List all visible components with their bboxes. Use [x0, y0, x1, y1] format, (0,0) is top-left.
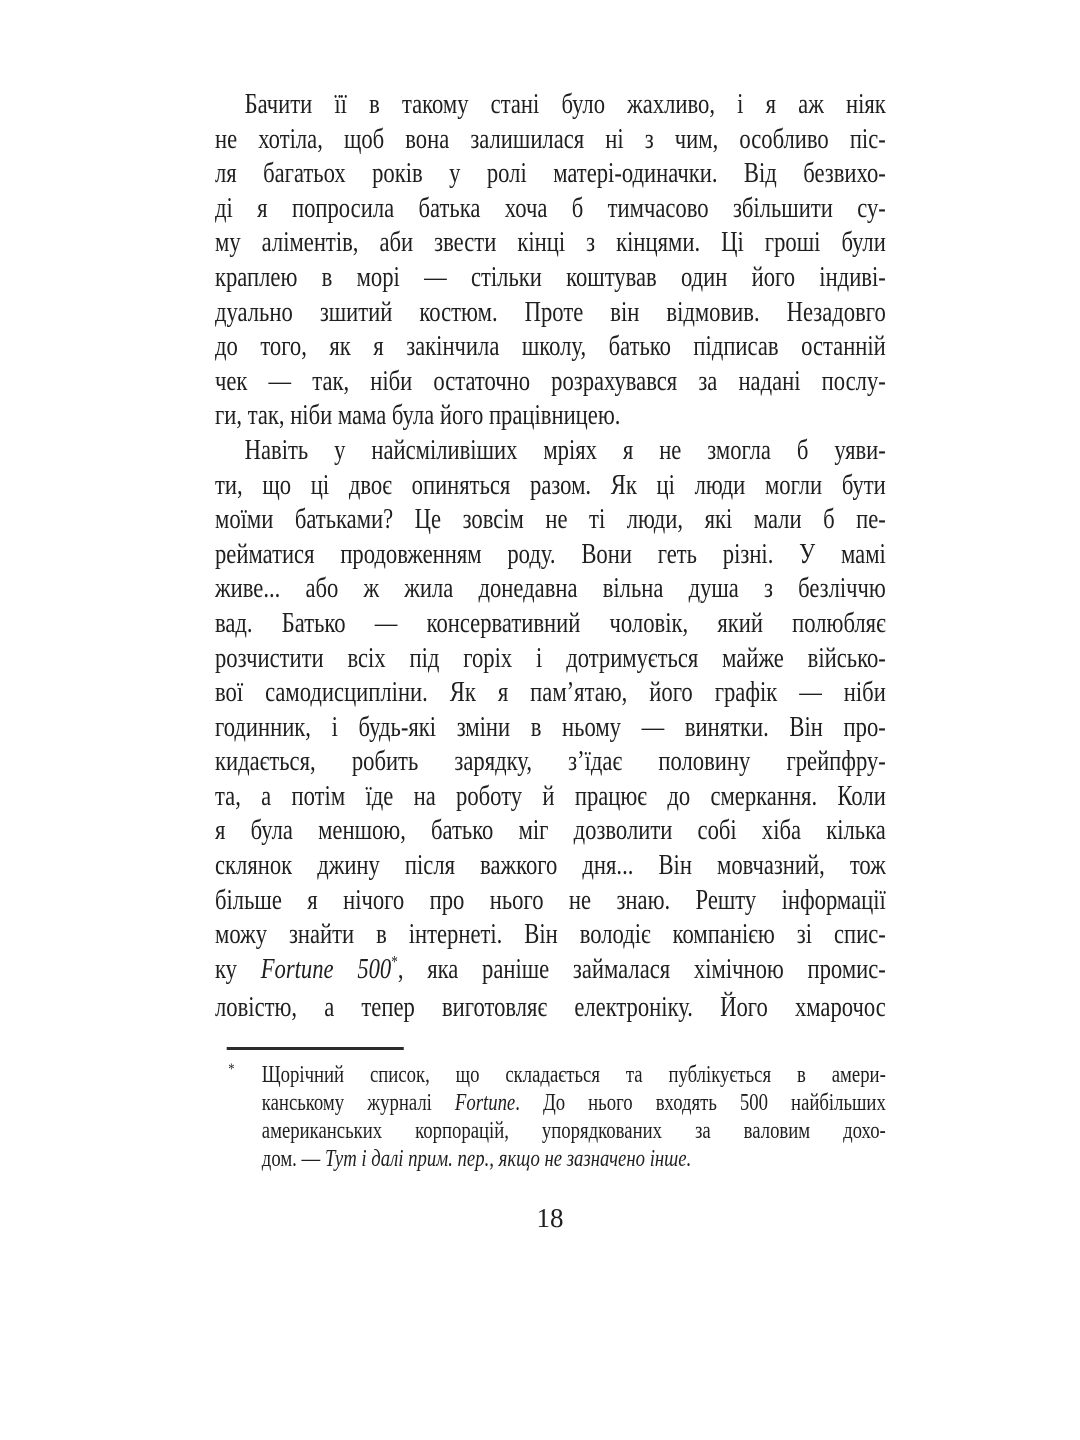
text-segment: ля багатьох років у ролі матері-одиначки. Від безвихо- — [215, 157, 886, 190]
text-line — [215, 364, 886, 399]
text-line — [215, 883, 886, 918]
text-line — [215, 433, 886, 468]
text-segment: живе... або ж жила донедавна вільна душа з безліччю — [215, 572, 886, 605]
footnote-text — [262, 1061, 886, 1173]
text-segment: му аліментів, аби звести кінці з кінцями. Ці гроші були — [215, 226, 886, 259]
text-segment: більше я нічого про нього не знаю. Решту інформації — [215, 883, 886, 916]
text-segment: ку — [215, 952, 261, 985]
footnote-marker: * — [228, 1061, 235, 1079]
text-segment: американських корпорацій, упорядкованих за валовим дохо- — [261, 1118, 886, 1145]
text-line — [215, 191, 886, 226]
text-segment: дуально зшитий костюм. Проте він відмовив. Незадовго — [215, 295, 886, 328]
text-segment: Бачити її в такому стані було жахливо, і я аж ніяк — [244, 88, 886, 120]
footnote — [215, 1061, 886, 1173]
text-segment: Тут і далі прим. пер., якщо не зазначено інше. — [324, 1146, 692, 1173]
text-segment: чек — так, ніби остаточно розрахувався за надані послу- — [215, 364, 886, 397]
text-segment: ді я попросила батька хоча б тимчасово збільшити су- — [215, 191, 886, 224]
text-segment: та, а потім їде на роботу й працює до смеркання. Коли — [215, 779, 886, 812]
text-segment: до того, як я закінчила школу, батько підписав останній — [215, 330, 886, 363]
text-line — [215, 398, 886, 433]
text-segment: рейматися продовженням роду. Вони геть різні. У мамі — [215, 537, 886, 570]
text-line — [215, 260, 886, 295]
body-paragraph-1 — [215, 87, 886, 433]
text-line — [215, 641, 886, 676]
page-number: 18 — [536, 1203, 564, 1233]
text-line — [262, 1117, 886, 1145]
text-segment: краплею в морі — стільки коштував один його індиві- — [215, 260, 886, 293]
text-line — [215, 710, 886, 745]
text-line — [215, 917, 886, 952]
text-segment: не хотіла, щоб вона залишилася ні з чим, особливо піс- — [215, 122, 886, 155]
text-segment: можу знайти в інтернеті. Він володіє компанією зі спис- — [215, 918, 886, 951]
text-segment: ги, так, ніби мама була його працівницею. — [215, 399, 621, 432]
text-line — [215, 87, 886, 122]
text-segment: ловістю, а тепер виготовляє електроніку. Його хмарочос — [215, 991, 886, 1024]
text-segment: розчистити всіх під горіх і дотримується майже військо- — [215, 641, 886, 674]
text-segment: годинник, і будь-які зміни в ньому — винятки. Він про- — [215, 710, 886, 743]
text-line — [215, 468, 886, 503]
text-segment: склянок джину після важкого дня... Він мовчазний, тож — [215, 849, 886, 882]
text-line — [215, 848, 886, 883]
text-segment: вої самодисципліни. Як я пам’ятаю, його графік — ніби — [215, 676, 886, 709]
body-paragraph-2 — [215, 433, 886, 1025]
text-segment: , яка раніше займалася хімічною промис- — [397, 952, 886, 985]
text-segment: . До нього входять 500 найбільших — [515, 1090, 886, 1117]
text-segment: дом. — — [261, 1146, 325, 1173]
footnote-reference-asterisk: * — [391, 952, 398, 972]
text-segment: Щорічний список, що складається та публікується в амери- — [261, 1062, 886, 1089]
text-line — [215, 606, 886, 641]
text-line — [215, 122, 886, 157]
text-line — [215, 571, 886, 606]
text-segment: Навіть у найсміливіших мріях я не змогла б уяви- — [244, 433, 886, 466]
text-line — [215, 813, 886, 848]
text-line — [215, 779, 886, 814]
text-line — [215, 295, 886, 330]
text-line — [215, 156, 886, 191]
text-line — [215, 675, 886, 710]
text-line — [215, 537, 886, 572]
text-line — [215, 744, 886, 779]
text-segment: Fortune — [454, 1090, 516, 1117]
text-line — [262, 1061, 886, 1089]
text-segment: я була меншою, батько міг дозволити собі хіба кілька — [215, 814, 886, 847]
text-segment: кидається, робить зарядку, з’їдає половину грейпфру- — [215, 745, 886, 778]
text-line — [215, 502, 886, 537]
text-line — [215, 990, 886, 1025]
text-segment: канському журналі — [261, 1090, 455, 1117]
text-line — [262, 1145, 886, 1173]
text-line — [215, 225, 886, 260]
text-line — [262, 1089, 886, 1117]
text-segment: Fortune 500 — [260, 952, 392, 985]
text-block — [215, 87, 886, 1173]
text-line — [215, 952, 886, 991]
text-segment: моїми батьками? Це зовсім не ті люди, які мали б пе- — [215, 503, 886, 536]
text-segment: ти, що ці двоє опиняться разом. Як ці люди могли бути — [215, 468, 886, 501]
text-line — [215, 329, 886, 364]
text-segment: вад. Батько — консервативний чоловік, який полюбляє — [215, 606, 886, 639]
footnote-separator — [227, 1047, 404, 1050]
